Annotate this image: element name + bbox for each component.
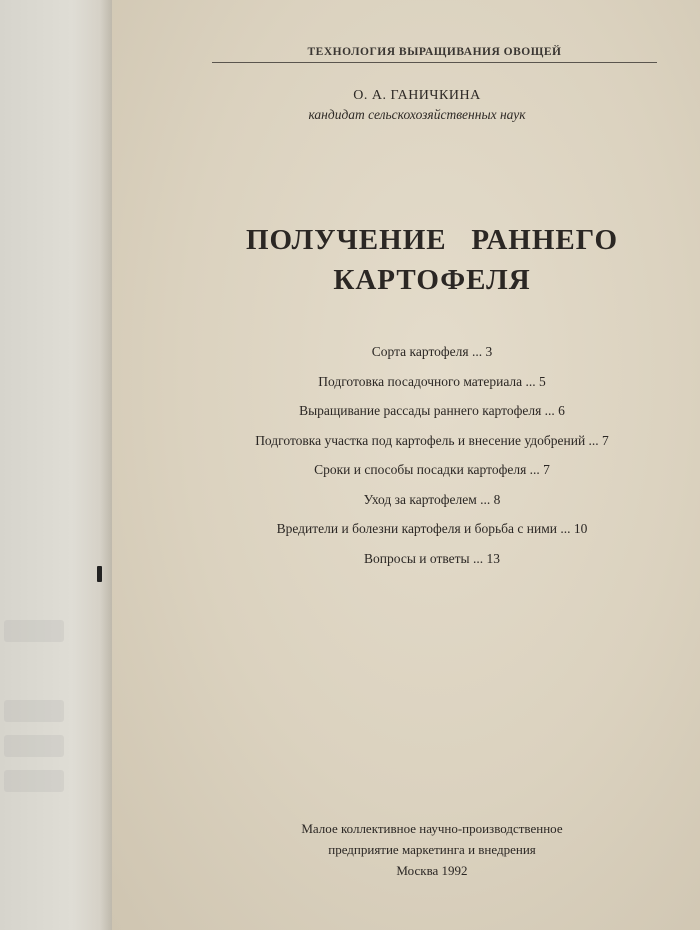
publisher-line-1: Малое коллективное научно-производственное <box>301 821 563 836</box>
toc-item: Сорта картофеля ... 3 <box>371 344 493 359</box>
ghost-text <box>4 700 64 722</box>
toc-item: Уход за картофелем ... 8 <box>363 491 501 507</box>
series-heading: ТЕХНОЛОГИЯ ВЫРАЩИВАНИЯ ОВОЩЕЙ <box>307 46 562 58</box>
publisher-place-year: Москва 1992 <box>396 863 468 878</box>
book-title-line-2: КАРТОФЕЛЯ <box>333 264 531 296</box>
title-page <box>112 0 700 930</box>
publisher-line-2: предприятие маркетинга и внедрения <box>328 842 536 857</box>
toc-item: Сроки и способы посадки картофеля ... 7 <box>314 462 550 477</box>
toc-item: Выращивание рассады раннего картофеля ... 6 <box>299 403 565 418</box>
book-title-line-1: ПОЛУЧЕНИЕ РАННЕГО <box>245 224 619 256</box>
ghost-text <box>4 620 64 642</box>
binding-mark <box>97 566 102 582</box>
toc-item: Вредители и болезни картофеля и борьба с ними ... 10 <box>276 521 588 536</box>
book-title <box>172 220 692 300</box>
series-divider <box>212 62 657 63</box>
ghost-text <box>4 735 64 757</box>
toc-item: Подготовка участка под картофель и внесение удобрений ... 7 <box>255 432 609 448</box>
author-name: О. А. ГАНИЧКИНА <box>353 88 481 103</box>
ghost-text <box>4 770 64 792</box>
author-credential: кандидат сельскохозяйственных наук <box>308 107 526 122</box>
publisher-block <box>232 818 632 881</box>
toc-item: Вопросы и ответы ... 13 <box>364 550 500 566</box>
toc-item: Подготовка посадочного материала ... 5 <box>318 373 546 389</box>
table-of-contents <box>182 342 682 578</box>
